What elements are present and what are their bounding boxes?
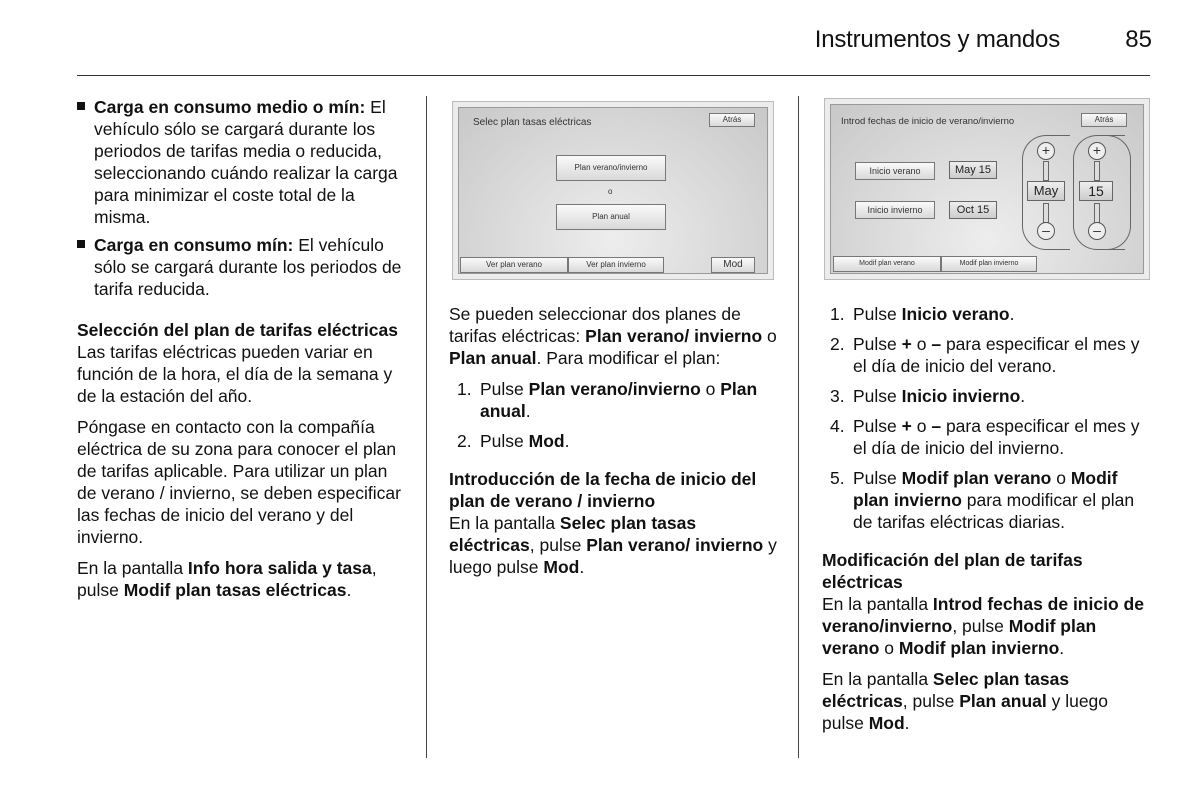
bullet-item [77,234,409,300]
text: o [879,638,899,658]
bold-text: + [901,334,912,354]
text: o [700,379,721,399]
column-3 [822,303,1154,743]
bullet-text: El vehículo sólo se cargará durante los periodos de tarifas media o reducida, seleccionando cuándo realizar la carga para minimizar el coste total de la misma. [94,97,398,227]
bold-text: Plan verano/ invierno [585,326,763,346]
screen-enter-start-dates [824,98,1150,280]
column-2 [449,303,784,587]
section-heading: Selección del plan de tarifas eléctricas [77,320,398,340]
text: y luego pulse [822,691,1109,733]
screen-display [458,107,768,274]
paragraph: Póngase en contacto con la compañía eléctrica de su zona para conocer el plan de tarifas aplicable. Para utilizar un plan de verano / invierno, se deben especificar las fechas de inicio del verano y del invierno. [77,417,401,547]
text: Pulse [480,379,529,399]
list-item [449,378,784,422]
text: Pulse [853,304,902,324]
paragraph [822,593,1154,659]
list-item [449,430,784,452]
month-slider-track [1043,203,1049,223]
winter-start-value: Oct 15 [949,201,997,219]
summer-start-value: May 15 [949,161,997,179]
or-label: o [608,187,613,196]
month-minus-icon[interactable]: – [1037,222,1055,240]
text: . [525,401,531,421]
day-plus-icon[interactable]: + [1088,142,1106,160]
header-rule [77,75,1150,76]
view-winter-plan-button[interactable]: Ver plan invierno [568,257,664,273]
text: , pulse [77,558,377,600]
section-heading: Modificación del plan de tarifas eléctricas [822,550,1083,592]
paragraph [822,668,1154,734]
day-slider-track [1094,203,1100,223]
text: , pulse [529,535,587,555]
text: Pulse [853,468,902,488]
day-minus-icon[interactable]: – [1088,222,1106,240]
bold-text: Plan anual [959,691,1047,711]
bullet-item [77,96,409,228]
bold-text: Inicio invierno [901,386,1021,406]
text: . [579,557,585,577]
running-header-title: Instrumentos y mandos [814,26,1060,53]
step-number: 2. [457,431,472,451]
winter-start-button[interactable]: Inicio invierno [855,201,935,219]
text: En la pantalla [822,594,933,614]
bold-text: – [931,416,942,436]
list-item [822,415,1154,459]
bold-text: Plan verano/ invierno [586,535,764,555]
bold-text: Info hora salida y tasa [187,558,372,578]
text: . [904,713,910,733]
text: , pulse [902,691,960,711]
bullet-text: El vehículo sólo se cargará durante los periodos de tarifa reducida. [94,235,402,299]
summer-winter-plan-button[interactable]: Plan verano/invierno [556,155,666,181]
text: o [911,334,932,354]
bold-text: Modif plan invierno [898,638,1060,658]
bold-text: – [931,334,942,354]
step-number: 3. [830,386,845,406]
list-item [822,333,1154,377]
text: para especificar el mes y el día de inicio del verano. [853,334,1140,376]
month-slider-track [1043,161,1049,181]
modify-winter-plan-button[interactable]: Modif plan invierno [941,256,1037,272]
text: Pulse [480,431,529,451]
bold-text: Plan anual [449,348,537,368]
bold-text: Mod [543,557,580,577]
text: , pulse [952,616,1009,636]
bold-text: Mod [868,713,905,733]
text: o [762,326,777,346]
paragraph [77,557,409,601]
column-1 [77,96,409,610]
screen-select-rate-plan [452,101,774,280]
list-item [822,467,1154,533]
text: . [564,431,570,451]
bold-text: + [901,416,912,436]
view-summer-plan-button[interactable]: Ver plan verano [460,257,568,273]
screen-display [830,104,1144,274]
bullet-label: Carga en consumo mín: [94,235,294,255]
bold-text: Modif plan verano [901,468,1052,488]
screen-title: Selec plan tasas eléctricas [473,117,592,128]
text: . [346,580,352,600]
text: para especificar el mes y el día de inicio del invierno. [853,416,1140,458]
modify-summer-plan-button[interactable]: Modif plan verano [833,256,941,272]
step-number: 1. [457,379,472,399]
annual-plan-button[interactable]: Plan anual [556,204,666,230]
paragraph: Las tarifas eléctricas pueden variar en función de la hora, el día de la semana y de la estación del año. [77,342,393,406]
text: . [1059,638,1065,658]
text: Pulse [853,386,902,406]
back-button[interactable]: Atrás [709,113,755,127]
square-bullet-icon [77,240,85,248]
page-number: 85 [1125,26,1152,53]
column-divider-2 [798,96,799,758]
bold-text: Mod [528,431,565,451]
month-value: May [1027,181,1065,201]
step-list [822,303,1154,533]
text: . Para modificar el plan: [536,348,721,368]
bold-text: Modif plan tasas eléctricas [123,580,347,600]
bold-text: Modif plan verano [822,616,1097,658]
text: y luego pulse [449,535,777,577]
text: En la pantalla [77,558,188,578]
text: Se pueden seleccionar dos planes de tarifas eléctricas: [449,304,741,346]
bold-text: Modif plan invierno [853,468,1118,510]
day-slider-track [1094,161,1100,181]
day-value: 15 [1079,181,1113,201]
mod-button[interactable]: Mod [711,257,755,273]
text: Pulse [853,416,902,436]
text: Pulse [853,334,902,354]
bold-text: Selec plan tasas eléctricas [449,513,697,555]
column-divider-1 [426,96,427,758]
text: En la pantalla [449,513,560,533]
step-number: 4. [830,416,845,436]
text: . [1020,386,1026,406]
text: o [911,416,932,436]
bold-text: Plan anual [480,379,758,421]
bold-text: Introd fechas de inicio de verano/invierno [822,594,1144,636]
paragraph [449,303,784,369]
bullet-label: Carga en consumo medio o mín: [94,97,366,117]
bold-text: Inicio verano [901,304,1010,324]
step-number: 2. [830,334,845,354]
back-button[interactable]: Atrás [1081,113,1127,127]
bold-text: Plan verano/invierno [528,379,701,399]
text: para modificar el plan de tarifas eléctricas diarias. [853,490,1135,532]
paragraph [449,512,784,578]
text: En la pantalla [822,669,933,689]
step-list [449,378,784,452]
list-item [822,303,1154,325]
screen-title: Introd fechas de inicio de verano/invierno [841,116,1015,127]
section-heading: Introducción de la fecha de inicio del plan de verano / invierno [449,469,757,511]
step-number: 1. [830,304,845,324]
square-bullet-icon [77,102,85,110]
list-item [822,385,1154,407]
text: . [1009,304,1015,324]
text: o [1051,468,1071,488]
bold-text: Selec plan tasas eléctricas [822,669,1070,711]
step-number: 5. [830,468,845,488]
month-plus-icon[interactable]: + [1037,142,1055,160]
summer-start-button[interactable]: Inicio verano [855,162,935,180]
